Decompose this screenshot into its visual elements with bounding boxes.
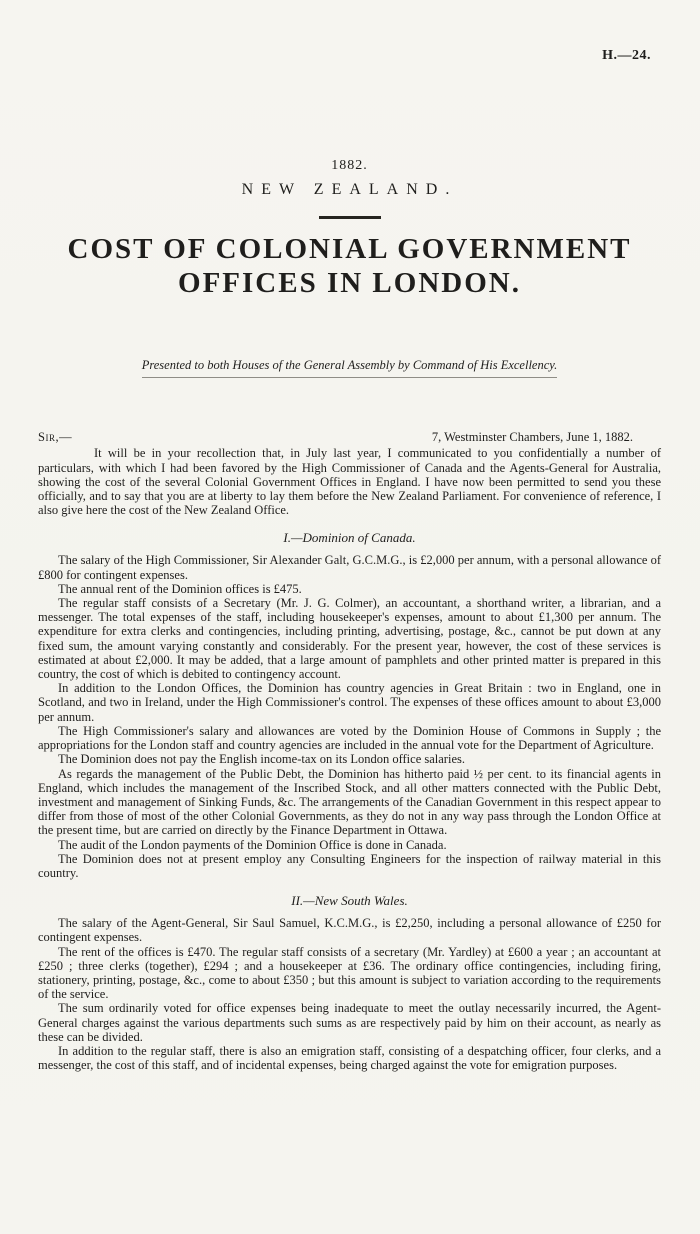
paragraph: In addition to the London Offices, the Dominion has country agencies in Great Britain : two in England, one in Scotland, and two in Ireland, under the High Commissioner's control. The expenses of these offices amount to about £3,000 per annum. xyxy=(38,681,661,724)
paragraph: The rent of the offices is £470. The regular staff consists of a secretary (Mr. Yardley) at £600 a year ; an accountant at £250 ; three clerks (together), £294 ; and a housekeeper at £36. The ordinary office contingencies, including firing, stationery, printing, postage, &c., come to about £350 ; but this amount is subject to variation according to the requirements of the service. xyxy=(38,944,661,1002)
section-new-south-wales xyxy=(38,893,661,1072)
paragraph: In addition to the regular staff, there is also an emigration staff, consisting of a despatching officer, four clerks, and a messenger, the cost of this staff, and of incidental expenses, being charged against the vote for emigration purposes. xyxy=(38,1043,661,1073)
paragraph: As regards the management of the Public Debt, the Dominion has hitherto paid ½ per cent. to its financial agents in England, which includes the management of the Inscribed Stock, and all other matters connected with the Public Debt, investment and management of Sinking Funds, &c. The arrangements of the Canadian Government in this respect appear to differ from those of most of the other Colonial Governments, as they do not in any way pass through the London Office at the present time, but are carried on directly by the Finance Department in Ottawa. xyxy=(38,766,661,838)
section-heading: I.—Dominion of Canada. xyxy=(283,530,416,546)
paragraph: The annual rent of the Dominion offices is £475. xyxy=(58,581,302,596)
section-dominion-of-canada xyxy=(38,530,661,880)
paragraph: The salary of the High Commissioner, Sir Alexander Galt, G.C.M.G., is £2,000 per annum, with a personal allowance of £800 for contingent expenses. xyxy=(38,553,661,582)
presented-line-wrap xyxy=(38,356,661,378)
doc-reference-number: H.—24. xyxy=(602,48,651,63)
dateline: 7, Westminster Chambers, June 1, 1882. xyxy=(431,430,633,445)
paragraph: The regular staff consists of a Secretary (Mr. J. G. Colmer), an accountant, a shorthand writer, a librarian, and a messenger. The total expenses of the staff, including housekeeper's expenses, amount to about £1,300 per annum. The expenditure for extra clerks and contingencies, including printing, advertising, postage, &c., cannot be put down at any fixed sum, the amount varying constantly and considerably. For the present year, however, the cost of these services is estimated at about £2,000. It may be added, that a large amount of pamphlets and other printed matter is prepared in this country, the cost of which is debited to contingency account. xyxy=(38,596,661,682)
paragraph: The salary of the Agent-General, Sir Saul Samuel, K.C.M.G., is £2,250, including a personal allowance of £250 for contingent expenses. xyxy=(38,916,661,945)
divider-rule xyxy=(319,216,381,219)
paragraph: The Dominion does not pay the English income-tax on its London office salaries. xyxy=(58,752,465,767)
section-heading: II.—New South Wales. xyxy=(291,893,408,909)
masthead-country: NEW ZEALAND. xyxy=(241,181,458,198)
presented-line: Presented to both Houses of the General Assembly by Command of His Excellency. xyxy=(142,358,558,378)
masthead-year: 1882. xyxy=(331,158,368,173)
paragraph: The audit of the London payments of the Dominion Office is done in Canada. xyxy=(58,837,447,852)
letter-body-paragraph: It will be in your recollection that, in July last year, I communicated to you confidentially a number of particulars, with which I had been favored by the High Commissioner of Canada and the Agents-General for Australia, showing the cost of the several Colonial Government Offices in England. I have now been permitted to send you these officially, and to say that you are at liberty to lay them before the New Zealand Parliament. For convenience of reference, I also give here the cost of the New Zealand Office. xyxy=(38,446,661,518)
page-title: COST OF COLONIAL GOVERNMENT OFFICES IN LONDON. xyxy=(67,233,632,300)
salutation: Sir,— xyxy=(38,430,73,445)
paragraph: The sum ordinarily voted for office expenses being inadequate to meet the outlay necessarily incurred, the Agent-General charges against the various departments such sums as are respectively paid by him on their account, as nearly as these can be divided. xyxy=(38,1001,661,1044)
paragraph: The High Commissioner's salary and allowances are voted by the Dominion House of Commons in Supply ; the appropriations for the London staff and country agencies are included in the annual vote for the Department of Agriculture. xyxy=(38,723,661,753)
paragraph: The Dominion does not at present employ any Consulting Engineers for the inspection of railway material in this country. xyxy=(38,851,661,880)
letter-head xyxy=(38,430,661,445)
